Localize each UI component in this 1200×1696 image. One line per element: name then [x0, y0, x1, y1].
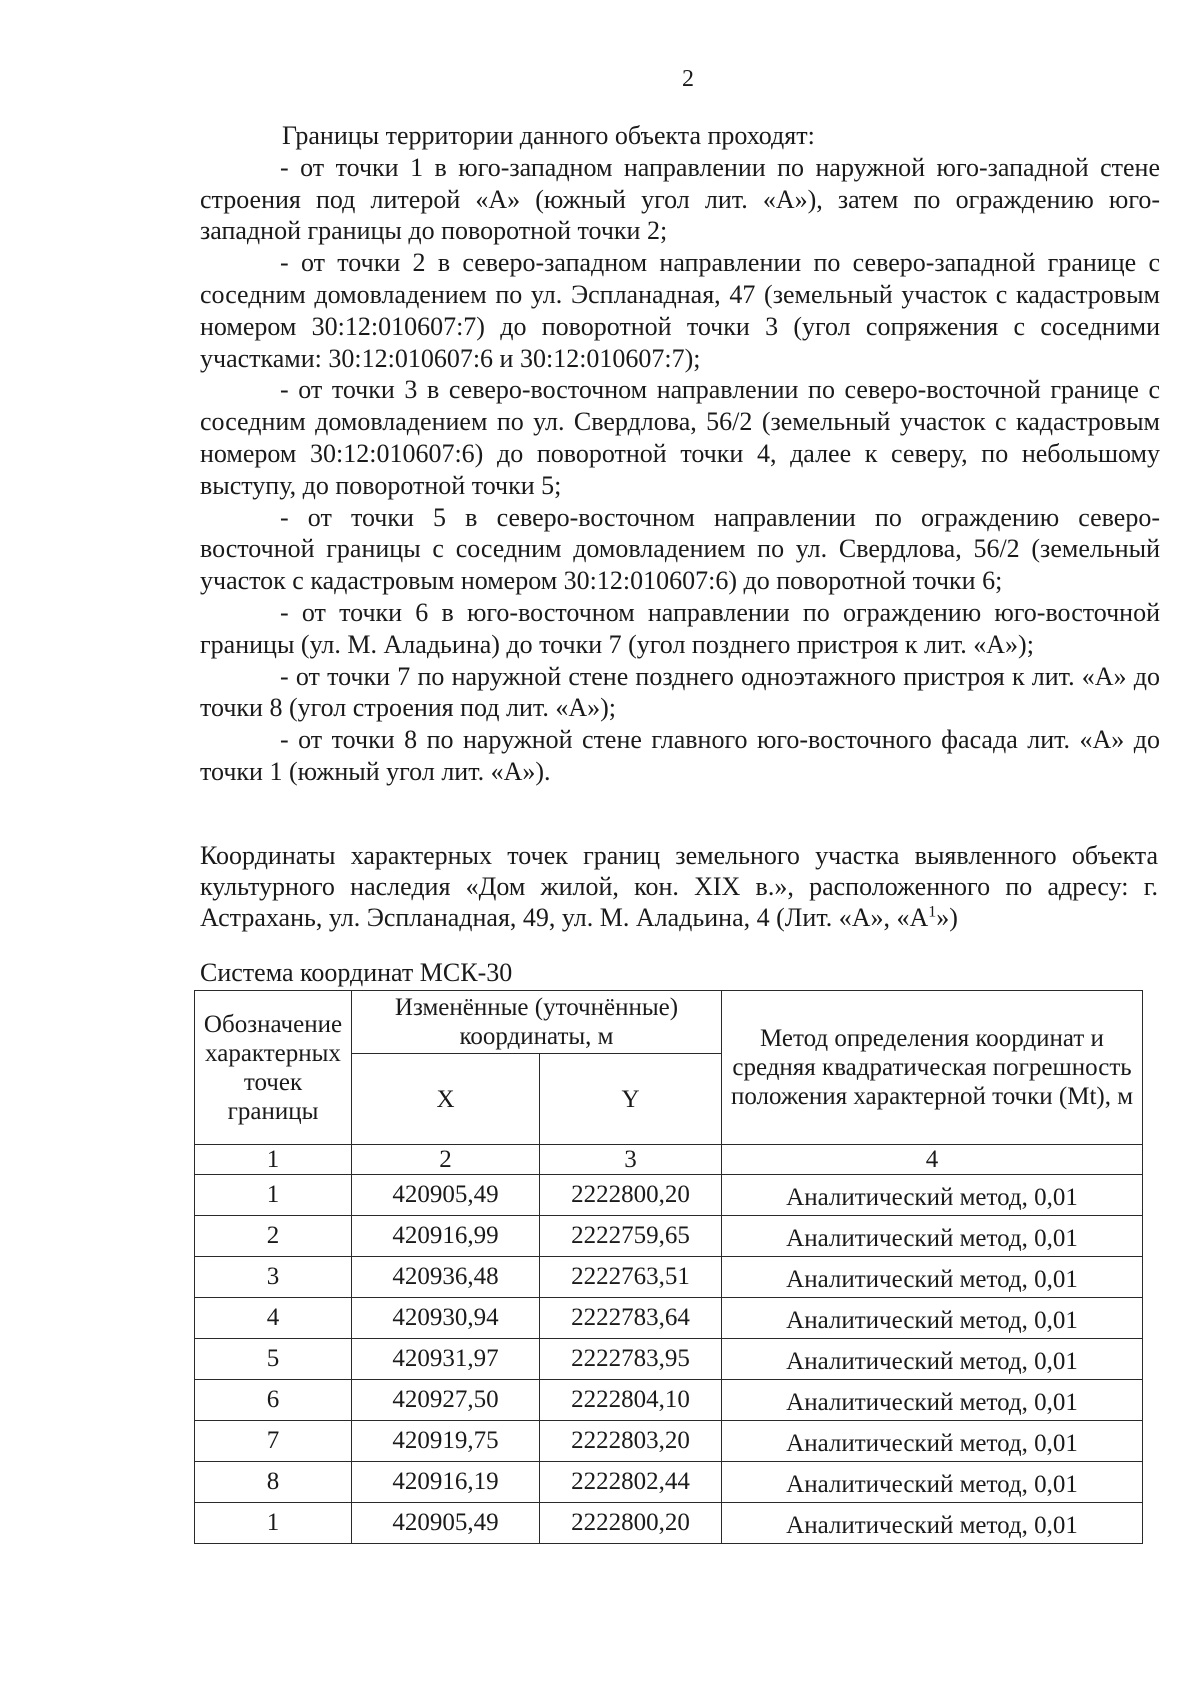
coordinates-heading-text: Координаты характерных точек границ земельного участка выявленного объекта культурного наследия «Дом жилой, кон. XIX в.», расположенного по адресу: г. Астрахань, ул. Эспланадная, 49, ул. М. Аладьина, 4 (Лит. «А», «А	[200, 841, 1158, 932]
point-cell: 1	[195, 1175, 352, 1216]
point-cell: 8	[195, 1462, 352, 1503]
method-cell: Аналитический метод, 0,01	[722, 1380, 1143, 1421]
header-changed-coordinates: Изменённые (уточнённые) координаты, м	[352, 991, 722, 1054]
coordinates-heading	[200, 840, 1158, 933]
boundary-segment: - от точки 1 в юго-западном направлении по наружной юго-западной стене строения под литерой «А» (южный угол лит. «А»), затем по ограждению юго-западной границы до поворотной точки 2;	[200, 152, 1160, 246]
boundary-description	[200, 120, 1160, 788]
method-cell: Аналитический метод, 0,01	[722, 1421, 1143, 1462]
x-cell: 420916,99	[352, 1216, 540, 1257]
y-cell: 2222783,95	[540, 1339, 722, 1380]
x-cell: 420916,19	[352, 1462, 540, 1503]
header-method: Метод определения координат и средняя квадратическая погрешность положения характерной точки (Mt), м	[722, 991, 1143, 1145]
point-cell: 2	[195, 1216, 352, 1257]
column-number: 1	[195, 1145, 352, 1175]
y-cell: 2222783,64	[540, 1298, 722, 1339]
boundary-intro: Границы территории данного объекта проходят:	[282, 121, 815, 150]
y-cell: 2222800,20	[540, 1175, 722, 1216]
method-cell: Аналитический метод, 0,01	[722, 1257, 1143, 1298]
method-cell: Аналитический метод, 0,01	[722, 1339, 1143, 1380]
method-cell: Аналитический метод, 0,01	[722, 1216, 1143, 1257]
table-row	[195, 1380, 1143, 1421]
table-row	[195, 1175, 1143, 1216]
point-cell: 1	[195, 1503, 352, 1544]
header-x: X	[352, 1054, 540, 1145]
x-cell: 420919,75	[352, 1421, 540, 1462]
coordinates-table	[194, 990, 1143, 1544]
boundary-segment: - от точки 3 в северо-восточном направлении по северо-восточной границе с соседним домовладением по ул. Свердлова, 56/2 (земельный участок с кадастровым номером 30:12:010607:6) до поворотной точки 4, далее к северу, по небольшому выступу, до поворотной точки 5;	[200, 375, 1160, 500]
table-row	[195, 1421, 1143, 1462]
x-cell: 420930,94	[352, 1298, 540, 1339]
table-row	[195, 1462, 1143, 1503]
coordinates-heading-end: »)	[936, 903, 958, 932]
y-cell: 2222804,10	[540, 1380, 722, 1421]
method-cell: Аналитический метод, 0,01	[722, 1175, 1143, 1216]
table-row	[195, 1257, 1143, 1298]
y-cell: 2222759,65	[540, 1216, 722, 1257]
boundary-segment: - от точки 5 в северо-восточном направлении по ограждению северо-восточной границы с соседним домовладением по ул. Свердлова, 56/2 (земельный участок с кадастровым номером 30:12:010607:6) до поворотной точки 6;	[200, 502, 1160, 596]
x-cell: 420905,49	[352, 1175, 540, 1216]
column-number: 2	[352, 1145, 540, 1175]
boundary-segment: - от точки 8 по наружной стене главного юго-восточного фасада лит. «А» до точки 1 (южный угол лит. «А»).	[200, 725, 1160, 786]
y-cell: 2222800,20	[540, 1503, 722, 1544]
table-row	[195, 1503, 1143, 1544]
method-cell: Аналитический метод, 0,01	[722, 1462, 1143, 1503]
boundary-segment: - от точки 7 по наружной стене позднего одноэтажного пристроя к лит. «А» до точки 8 (угол строения под лит. «А»);	[200, 661, 1160, 723]
x-cell: 420931,97	[352, 1339, 540, 1380]
point-cell: 7	[195, 1421, 352, 1462]
point-cell: 3	[195, 1257, 352, 1298]
boundary-segment: - от точки 2 в северо-западном направлении по северо-западной границе с соседним домовладением по ул. Эспланадная, 47 (земельный участок с кадастровым номером 30:12:010607:7) до поворотной точки 3 (угол сопряжения с соседними участками: 30:12:010607:6 и 30:12:010607:7);	[200, 248, 1160, 373]
y-cell: 2222802,44	[540, 1462, 722, 1503]
y-cell: 2222763,51	[540, 1257, 722, 1298]
column-number: 3	[540, 1145, 722, 1175]
coordinate-system-label: Система координат МСК-30	[200, 958, 513, 987]
header-point: Обозначение характерных точек границы	[195, 991, 352, 1145]
x-cell: 420927,50	[352, 1380, 540, 1421]
point-cell: 4	[195, 1298, 352, 1339]
header-y: Y	[540, 1054, 722, 1145]
y-cell: 2222803,20	[540, 1421, 722, 1462]
table-row	[195, 1339, 1143, 1380]
column-number: 4	[722, 1145, 1143, 1175]
x-cell: 420905,49	[352, 1503, 540, 1544]
point-cell: 6	[195, 1380, 352, 1421]
boundary-segment: - от точки 6 в юго-восточном направлении по ограждению юго-восточной границы (ул. М. Аладьина) до точки 7 (угол позднего пристроя к лит. «А»);	[200, 597, 1160, 659]
table-row	[195, 1216, 1143, 1257]
point-cell: 5	[195, 1339, 352, 1380]
method-cell: Аналитический метод, 0,01	[722, 1298, 1143, 1339]
page-number: 2	[682, 66, 694, 92]
coordinates-heading-superscript: 1	[928, 903, 937, 921]
x-cell: 420936,48	[352, 1257, 540, 1298]
method-cell: Аналитический метод, 0,01	[722, 1503, 1143, 1544]
table-row	[195, 1298, 1143, 1339]
